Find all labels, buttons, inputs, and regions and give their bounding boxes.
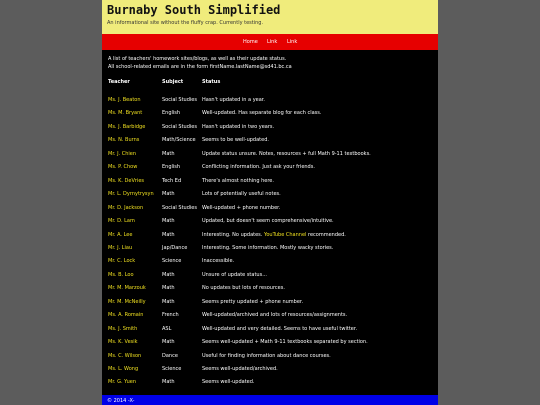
status-cell: Conflicting information. Just ask your friends. <box>202 164 315 171</box>
teacher-link[interactable]: Ms. P. Chow <box>108 164 138 171</box>
status-cell: Hasn't updated in two years. <box>202 123 275 130</box>
nav-link-2[interactable]: Link <box>287 39 298 45</box>
table-row <box>108 366 434 377</box>
status-cell <box>202 232 346 238</box>
table-row <box>108 353 434 364</box>
status-cell: Seems well-updated + Math 9-11 textbooks separated by section. <box>202 339 368 346</box>
table-row <box>108 285 434 296</box>
subject-cell: Math <box>162 271 175 278</box>
intro-line-1: A list of teachers' homework sites/blogs, as well as their update status. <box>108 56 287 62</box>
intro-line-2: All school-related emails are in the form firstName.lastName@sd41.bc.ca <box>108 64 292 70</box>
status-cell: Updated, but doesn't seem comprehensive/intuitive. <box>202 218 334 225</box>
table-row <box>108 326 434 337</box>
status-cell: Well-updated and very detailed. Seems to have useful twitter. <box>202 325 358 332</box>
column-header-subject: Subject <box>162 79 184 85</box>
table-row <box>108 312 434 323</box>
teacher-link[interactable]: Ms. A. Romain <box>108 312 144 319</box>
subject-cell: Math <box>162 298 175 305</box>
subject-cell: Math <box>162 218 175 225</box>
subject-cell: Science <box>162 258 182 265</box>
column-header-status: Status <box>202 79 221 85</box>
table-row <box>108 379 434 390</box>
subject-cell: ASL <box>162 325 172 332</box>
subject-cell: Math <box>162 150 175 157</box>
subject-cell: Dance <box>162 352 178 359</box>
status-cell: Seems well-updated. <box>202 379 255 386</box>
teacher-link[interactable]: Ms. C. Wilson <box>108 352 142 359</box>
status-cell: Well-updated/archived and lots of resources/assignments. <box>202 312 348 319</box>
table-row <box>108 205 434 216</box>
teacher-link[interactable]: Ms. M. Bryant <box>108 110 143 117</box>
subject-cell: Math <box>162 379 175 386</box>
status-cell: Interesting. Some information. Mostly wacky stories. <box>202 244 334 251</box>
teacher-link[interactable]: Ms. J. Beaton <box>108 97 141 103</box>
intro-text <box>108 55 292 71</box>
site-header <box>102 0 438 34</box>
page-container <box>102 0 438 405</box>
subject-cell: Jap/Dance <box>162 244 188 251</box>
table-row <box>108 110 434 121</box>
status-cell: There's almost nothing here. <box>202 177 274 184</box>
status-cell: Unsure of update status... <box>202 271 267 278</box>
site-title[interactable]: Burnaby South Simplified <box>107 3 281 17</box>
teacher-link[interactable]: Mr. J. Liau <box>108 244 133 251</box>
status-cell: Inaccessible. <box>202 258 235 265</box>
status-cell: No updates but lots of resources. <box>202 285 285 292</box>
status-cell: Useful for finding information about dance courses. <box>202 352 331 359</box>
subject-cell: Math <box>162 285 175 292</box>
column-header-teacher: Teacher <box>108 79 130 85</box>
status-text: recommended. <box>306 231 346 238</box>
table-row <box>108 232 434 243</box>
subject-cell: Math/Science <box>162 137 196 144</box>
teacher-link[interactable]: Ms. J. Smith <box>108 325 138 332</box>
table-row <box>108 218 434 229</box>
teacher-link[interactable]: Mr. D. Lam <box>108 218 135 225</box>
status-cell: Hasn't updated in a year. <box>202 97 265 103</box>
table-row <box>108 151 434 162</box>
teacher-link[interactable]: Ms. B. Loo <box>108 271 134 278</box>
subject-cell: French <box>162 312 179 319</box>
table-row <box>108 124 434 135</box>
table-row <box>108 245 434 256</box>
teacher-link[interactable]: Ms. K. DeVries <box>108 177 145 184</box>
teacher-link[interactable]: Mr. L. Dyrnytrysyn <box>108 191 154 198</box>
teacher-link[interactable]: Mr. G. Yuen <box>108 379 137 386</box>
footer-text: © 2014 -X- <box>107 398 135 404</box>
table-row <box>108 272 434 283</box>
teacher-link[interactable]: Mr. D. Jackson <box>108 204 144 211</box>
teacher-link[interactable]: Mr. J. Chien <box>108 150 137 157</box>
table-row <box>108 258 434 269</box>
teacher-link[interactable]: Ms. L. Wong <box>108 366 139 372</box>
subject-cell: Tech Ed <box>162 177 182 184</box>
subject-cell: English <box>162 110 181 117</box>
subject-cell: Social Studies <box>162 123 197 130</box>
table-row <box>108 299 434 310</box>
status-cell: Well-updated + phone number. <box>202 204 281 211</box>
status-cell: Seems to be well-updated. <box>202 137 269 144</box>
subject-cell: Math <box>162 231 175 238</box>
table-row <box>108 339 434 350</box>
site-footer <box>102 395 438 405</box>
table-header-row <box>108 79 434 90</box>
youtube-channel-link[interactable]: YouTube Channel <box>263 231 307 238</box>
table-row <box>108 97 434 108</box>
table-row <box>108 164 434 175</box>
table-row <box>108 137 434 148</box>
status-text: Interesting. No updates. <box>202 231 264 238</box>
status-cell: Update status unsure. Notes, resources + full Math 9-11 textbooks. <box>202 150 371 157</box>
teacher-link[interactable]: Mr. C. Lock <box>108 258 136 265</box>
subject-cell: Social Studies <box>162 204 197 211</box>
site-tagline: An informational site without the fluffy crap. Currently testing. <box>107 20 264 26</box>
table-row <box>108 191 434 202</box>
teacher-link[interactable]: Mr. A. Lee <box>108 231 133 238</box>
status-cell: Seems pretty updated + phone number. <box>202 298 304 305</box>
teacher-link[interactable]: Ms. J. Barbidge <box>108 123 146 130</box>
status-cell: Lots of potentially useful notes. <box>202 191 281 198</box>
teacher-link[interactable]: Mr. M. Marzouk <box>108 285 146 292</box>
teacher-link[interactable]: Mr. M. McNeilly <box>108 298 146 305</box>
navbar <box>102 34 438 50</box>
status-cell: Seems well-updated/archived. <box>202 366 278 372</box>
subject-cell: Math <box>162 339 175 346</box>
subject-cell: Science <box>162 366 182 372</box>
teacher-link[interactable]: Ms. K. Vesik <box>108 339 138 346</box>
subject-cell: Social Studies <box>162 97 197 103</box>
subject-cell: English <box>162 164 181 171</box>
table-row <box>108 178 434 189</box>
teacher-link[interactable]: Ms. N. Burns <box>108 137 140 144</box>
subject-cell: Math <box>162 191 175 198</box>
nav-link-1[interactable]: Link <box>267 39 278 45</box>
status-cell: Well-updated. Has separate blog for each class. <box>202 110 322 117</box>
nav-home-link[interactable]: Home <box>243 39 258 45</box>
